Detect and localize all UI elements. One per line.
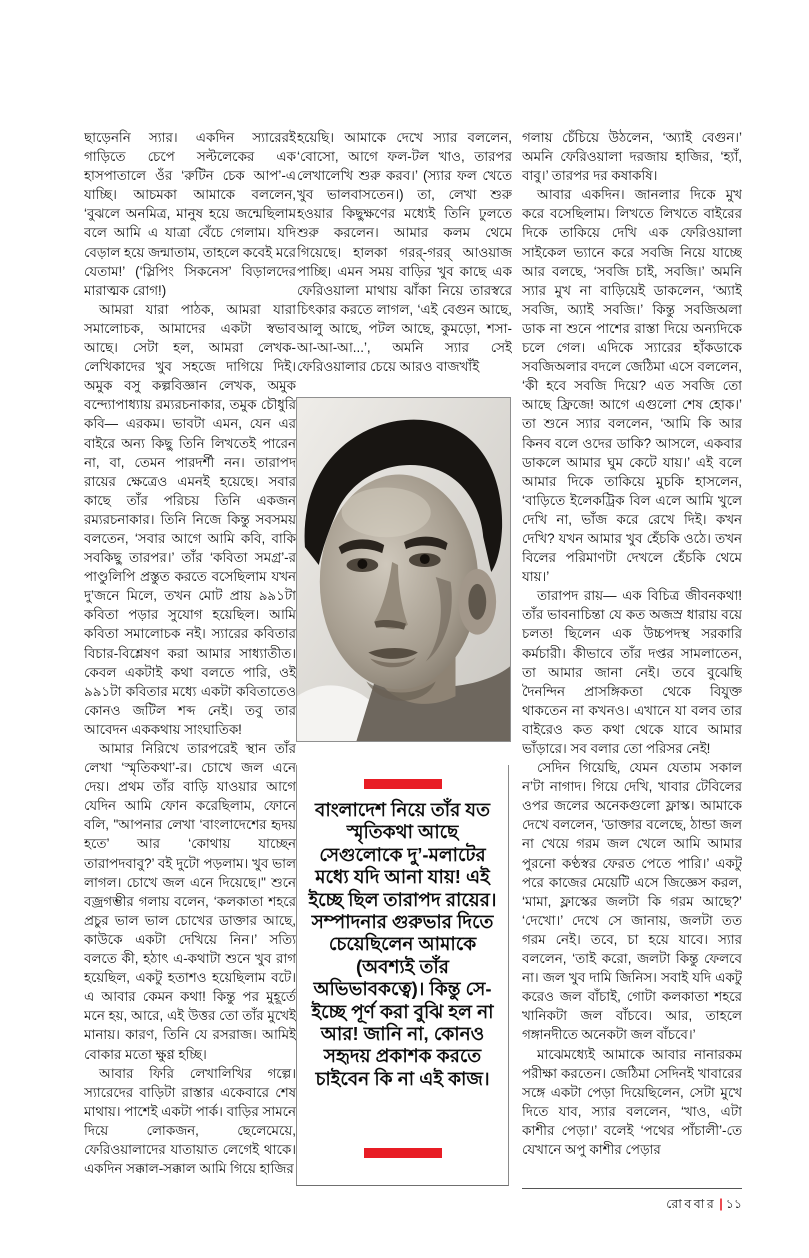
portrait-photo-art (297, 398, 510, 741)
page-footer (522, 1196, 742, 1216)
quote-bottom-red-rule (364, 1148, 442, 1158)
body-paragraph: মাঝেমধ্যেই আমাকে আবার নানারকম পরীক্ষা করতেন। জেঠিমা সেদিনই খাবারের সঙ্গে একটা পেড়া দিয়েছিলেন, সেটা মুখে দিতে যাব, স্যার বললেন, ‘খাও, এটা কাশীর পেড়া।’ বলেই ‘পথের পাঁচালী’-তে যেখানে অপু কাশীর পেড়ার (522, 1046, 742, 1157)
body-paragraph: তারাপদ রায়— এক বিচিত্র জীবনকথা! তাঁর ভাবনাচিন্তা যে কত অজস্র ধারায় বয়ে চলত! ছিলেন এক উচ্চপদস্থ সরকারি কর্মচারী। কীভাবে তাঁর দপ্তর সামলাতেন, তা আমার জানা নেই। তবে বুঝেছি দৈনন্দিন প্রাসঙ্গিকতা থেকে বিযুক্ত থাকতেন না কখনও। এখানে যা বলব তার বাইরেও কত কথা থেকে যাবে আমার ভাঁড়ারে। সব বলার তো পরিসর নেই! (522, 588, 742, 756)
quote-top-red-rule (364, 779, 442, 789)
body-paragraph: হয়েছি। আমাকে দেখে স্যার বললেন, ‘বোসো, আগে ফল-টল খাও, তারপর লেখালেখি শুরু করব।’ (স্যার ফল খেতে খুব ভালবাসতেন।) তা, লেখা শুরু হওয়ার কিছুক্ষণের মধ্যেই তিনি ঢুলতে শুরু করলেন। আমার কলম থেমে গিয়েছে। হালকা গরর্‌-গরর্‌ আওয়াজ পাচ্ছি। এমন সময় বাড়ির খুব কাছে এক ফেরিওয়ালা মাথায় ঝাঁকা নিয়ে তারস্বরে চিৎকার করতে লাগল, ‘এই বেগুন আছে, আলু আছে, পটল আছে, কুমড়ো, শসা-আ-আ-আ...’, অমনি স্যার সেই ফেরিওয়ালার চেয়ে আরও বাজখাঁই (297, 130, 512, 375)
portrait-photo (296, 397, 511, 742)
middle-column (297, 128, 512, 384)
body-paragraph: সেদিন গিয়েছি, যেমন যেতাম সকাল ন’টা নাগাদ। গিয়ে দেখি, খাবার টেবিলের ওপর জলের অনেকগুলো ফ্লাস্ক। আমাকে দেখে বললেন, ‘ডাক্তার বলেছে, ঠান্ডা জল না খেয়ে গরম জল খেলে আমি আমার পুরনো কণ্ঠস্বর ফেরত পেতে পারি।’ একটু পরে কাজের মেয়েটি এসে জিজ্ঞেস করল, ‘মামা, ফ্লাস্কের জলটা কি গরম আছে?’ ‘দেখো।’ দেখে সে জানায়, জলটা তত গরম নেই। তবে, চা হয়ে যাবে। স্যার বললেন, ‘তাই করো, জলটা কিন্তু ফেলবে না। জল খুব দামি জিনিস। সবাই যদি একটু করেও জল বাঁচাই, গোটা কলকাতা শহরে খানিকটা জল বাঁচবে। আর, তাহলে গঙ্গানদীতে অনেকটা জল বাঁচবে।’ (522, 760, 742, 1043)
right-column (522, 128, 742, 1184)
body-paragraph: আমার নিরিখে তারপরেই স্থান তাঁর লেখা ‘স্মৃতিকথা’-র। চোখে জল এনে দেয়। প্রথম তাঁর বাড়ি যাওয়ার আগে যেদিন আমি ফোন করেছিলাম, ফোনে বলি, "আপনার লেখা ‘বাংলাদেশের হৃদয় হতে’ আর ‘কোথায় যাচ্ছেন তারাপদবাবু?’ বই দুটো পড়লাম। খুব ভাল লাগল। চোখে জল এনে দিয়েছে।" শুনে বজ্রগম্ভীর গলায় বলেন, ‘কলকাতা শহরে প্রচুর ভাল ভাল চোখের ডাক্তার আছে, কাউকে একটা দেখিয়ে নিন।’ সত্যি বলতে কী, হঠাৎ এ-কথাটা শুনে খুব রাগ হয়েছিল, একটু হতাশও হয়েছিলাম বটে। এ আবার কেমন কথা! কিন্তু পর মুহূর্তে মনে হয়, আরে, এই উত্তর তো তাঁর মুখেই মানায়। কারণ, তিনি যে রসরাজ। আমিই বোকার মতো ক্ষুণ্ণ হচ্ছি। (84, 741, 296, 1062)
page-number: ১১ (725, 1197, 742, 1211)
body-paragraph: আমরা যারা পাঠক, আমরা যারা সমালোচক, আমাদের একটা স্বভাব আছে। সেটা হল, আমরা লেখক-লেখিকাদের খুব সহজে দাগিয়ে দিই। অমুক বসু কল্পবিজ্ঞান লেখক, অমুক বন্দ্যোপাধ্যায় রম্যরচনাকার, তমুক চৌধুরি কবি— এরকম। ভাবটা এমন, যেন এর বাইরে অন্য কিছু তিনি লিখতেই পারেন না, বা, তেমন পারদর্শী নন। তারাপদ রায়ের ক্ষেত্রেও এমনই হয়েছে। সবার কাছে তাঁর পরিচয় তিনি একজন রম্যরচনাকার। তিনি নিজে কিন্তু সবসময় বলতেন, ‘সবার আগে আমি কবি, বাকি সবকিছু তারপর।’ তাঁর ‘কবিতা সমগ্র’-র পাণ্ডুলিপি প্রস্তুত করতে বসেছিলাম যখন দু’জনে মিলে, তখন মোট প্রায় ৯৯১টা কবিতা পড়ার সুযোগ হয়েছিল। আমি কবিতা সমালোচক নই। স্যারের কবিতার বিচার-বিশ্লেষণ করা আমার সাধ্যাতীত। কেবল একটাই কথা বলতে পারি, ওই ৯৯১টা কবিতার মধ্যে একটা কবিতাতেও কোনও জটিল শব্দ নেই। তবু তার আবেদন এককথায় সাংঘাতিক! (84, 301, 296, 737)
pull-quote-text: বাংলাদেশ নিয়ে তাঁর যত স্মৃতিকথা আছে সেগুলোকে দু’-মলাটের মধ্যে যদি আনা যায়! এই ইচ্ছে ছিল তারাপদ রায়ের। সম্পাদনার গুরুভার দিতে চেয়েছিলেন আমাকে (অবশ্যই তাঁর অভিভাবকত্বে)। কিন্তু সে-ইচ্ছে পূর্ণ করা বুঝি হল না আর! জানি না, কোনও সহৃদয় প্রকাশক করতে চাইবেন কি না এই কাজ। (308, 799, 497, 1089)
body-paragraph: গলায় চেঁচিয়ে উঠলেন, ‘অ্যাই বেগুন।’ অমনি ফেরিওয়ালা দরজায় হাজির, ‘হ্যাঁ, বাবু।’ তারপর দর কষাকষি। (522, 130, 742, 184)
left-column (84, 128, 296, 1220)
body-paragraph: আবার একদিন। জানলার দিকে মুখ করে বসেছিলাম। লিখতে লিখতে বাইরের দিকে তাকিয়ে দেখি এক ফেরিওয়ালা সাইকেল ভ্যানে করে সবজি নিয়ে যাচ্ছে আর বলছে, ‘সবজি চাই, সবজি।’ অমনি স্যার মুখ না বাড়িয়েই ডাকলেন, ‘অ্যাই সবজি, অ্যাই সবজি।’ কিন্তু সবজিঅলা ডাক না শুনে পাশের রাস্তা দিয়ে অন্যদিকে চলে গেল। এদিকে স্যারের হাঁকডাকে সবজিঅলার বদলে জেঠিমা এসে বললেন, ‘কী হবে সবজি দিয়ে? এত সবজি তো আছে ফ্রিজে! আগে এগুলো শেষ হোক।’ তা শুনে স্যার বললেন, ‘আমি কি আর কিনব বলে ওদের ডাকি? আসলে, একবার ডাকলে আমার ঘুম কেটে যায়।’ এই বলে আমার দিকে তাকিয়ে মুচকি হাসলেন, ‘বাড়িতে ইলেকট্রিক বিল এলে আমি খুলে দেখি না, ভাঁজ করে রেখে দিই। কখন দেখি? যখন আমার খুব হেঁচকি ওঠে। তখন বিলের পরিমাণটা দেখলে হেঁচকি থেমে যায়।’ (522, 187, 742, 585)
body-paragraph: আবার ফিরি লেখালিখির গল্পে। স্যারেদের বাড়িটা রাস্তার একেবারে শেষ মাথায়। পাশেই একটা পার্ক। বাড়ির সামনে দিয়ে লোকজন, ছেলেমেয়ে, ফেরিওয়ালাদের যাতায়াত লেগেই থাকে। একদিন সক্কাল-সক্কাল আমি গিয়ে হাজির (84, 1065, 296, 1177)
magazine-name: রোববার (666, 1197, 717, 1211)
footer-separator: | (719, 1197, 723, 1211)
body-paragraph: ছাড়েননি স্যার। একদিন স্যারেরই গাড়িতে চেপে সল্টলেকের এক হাসপাতালে ওঁর ‘রুটিন চেক আপ’-এ যাচ্ছি। আচমকা আমাকে বললেন, ‘বুঝলে অনমিত্র, মানুষ হয়ে জন্মেছিলাম বলে আমি এ যাত্রা বেঁচে গেলাম। যদি বেড়াল হয়ে জন্মাতাম, তাহলে কবেই মরে যেতাম!’ (‘স্লিপিং সিকনেস’ বিড়ালদের মারাত্মক রোগ!) (84, 130, 296, 298)
footer-rule (522, 1188, 742, 1189)
pull-quote-box (296, 765, 509, 1186)
